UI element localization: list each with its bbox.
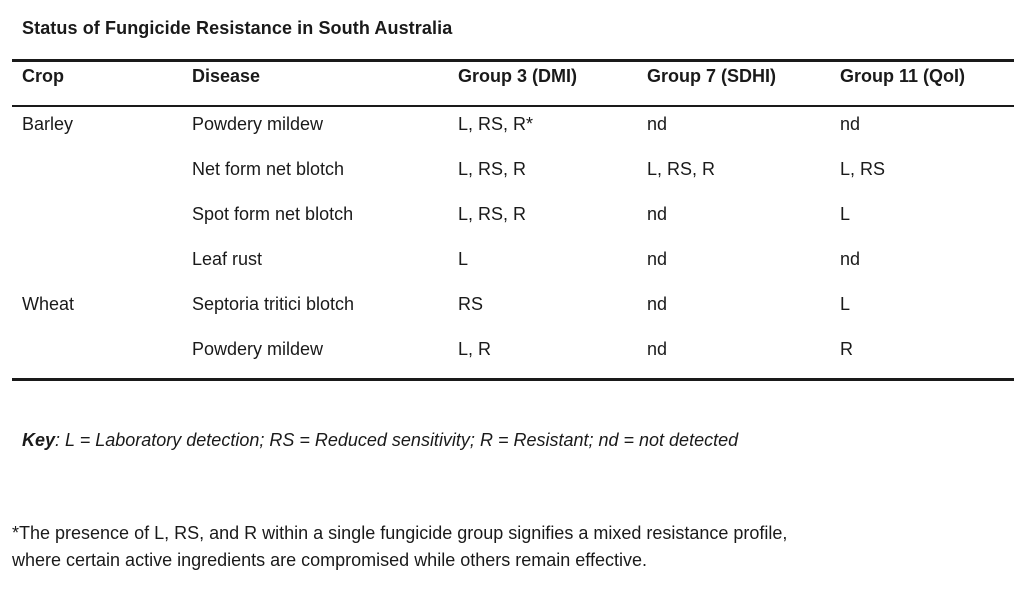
cell-disease: Powdery mildew	[192, 339, 324, 359]
cell-group-7: nd	[647, 114, 668, 134]
cell-group-11: L	[840, 204, 851, 224]
cell-group-11: L, RS	[840, 159, 886, 179]
cell-group-3: RS	[458, 294, 484, 314]
cell-disease: Spot form net blotch	[192, 204, 354, 224]
cell-group-7: nd	[647, 339, 668, 359]
footnote	[12, 520, 787, 574]
cell-group-7: L, RS, R	[647, 159, 716, 179]
table-title: Status of Fungicide Resistance in South Australia	[22, 18, 453, 38]
cell-crop: Wheat	[22, 294, 75, 314]
cell-group-3: L, RS, R*	[458, 114, 534, 134]
header-group-7: Group 7 (SDHI)	[647, 66, 776, 86]
key-text: : L = Laboratory detection; RS = Reduced sensitivity; R = Resistant; nd = not detected	[55, 430, 739, 450]
header-disease: Disease	[192, 66, 261, 86]
cell-group-3: L	[458, 249, 469, 269]
table-bottom-rule	[12, 378, 1014, 381]
cell-group-7: nd	[647, 249, 668, 269]
cell-group-7: nd	[647, 294, 668, 314]
header-group-3: Group 3 (DMI)	[458, 66, 577, 86]
header-crop: Crop	[22, 66, 64, 86]
cell-disease: Net form net blotch	[192, 159, 345, 179]
cell-group-11: R	[840, 339, 853, 359]
footnote-line-2: where certain active ingredients are compromised while others remain effective.	[12, 550, 647, 570]
table-top-rule	[12, 59, 1014, 62]
cell-group-3: L, RS, R	[458, 159, 527, 179]
cell-group-11: nd	[840, 249, 861, 269]
cell-disease: Leaf rust	[192, 249, 263, 269]
cell-disease: Powdery mildew	[192, 114, 324, 134]
cell-disease: Septoria tritici blotch	[192, 294, 355, 314]
header-group-11: Group 11 (QoI)	[840, 66, 966, 86]
cell-group-3: L, R	[458, 339, 492, 359]
table-header-rule	[12, 105, 1014, 107]
footnote-line-1: *The presence of L, RS, and R within a single fungicide group signifies a mixed resistance profile,	[12, 523, 788, 543]
cell-group-3: L, RS, R	[458, 204, 527, 224]
key-label: Key	[22, 430, 56, 450]
cell-crop: Barley	[22, 114, 74, 134]
cell-group-11: L	[840, 294, 851, 314]
cell-group-7: nd	[647, 204, 668, 224]
cell-group-11: nd	[840, 114, 861, 134]
key-legend	[22, 430, 738, 451]
